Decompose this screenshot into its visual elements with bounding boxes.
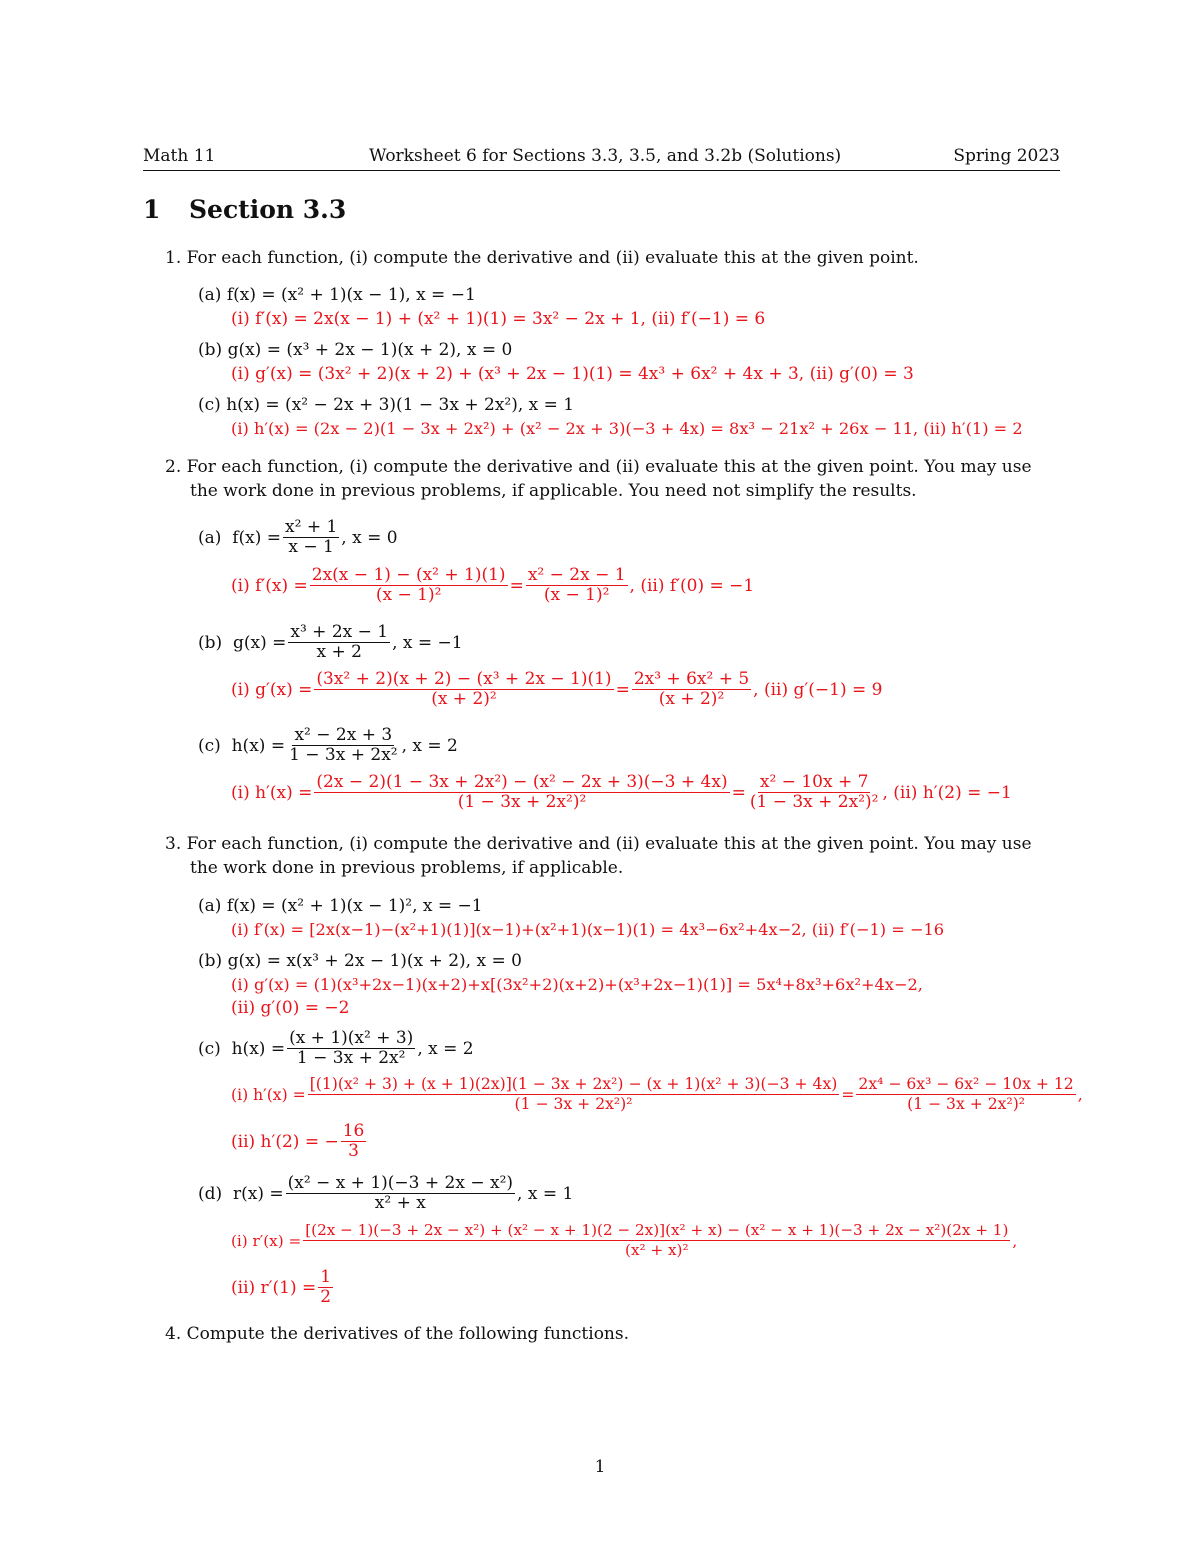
function-def: g(x) = (x³ + 2x − 1)(x + 2), x = 0 (227, 340, 513, 360)
equals: = (509, 575, 524, 596)
lhs: g(x) = (232, 632, 287, 653)
numerator: 2x³ + 6x² + 5 (633, 669, 750, 689)
problem-2c (198, 726, 458, 765)
evaluation: , (ii) h′(2) = −1 (882, 782, 1012, 803)
numerator: x² − 10x + 7 (759, 772, 869, 792)
fraction (308, 1075, 840, 1114)
function-def: f(x) = (x² + 1)(x − 1)², x = −1 (226, 896, 483, 916)
numerator: (3x² + 2)(x + 2) − (x³ + 2x − 1)(1) (316, 669, 612, 689)
given-point: , x = 2 (401, 735, 458, 756)
page-header (143, 146, 1060, 171)
denominator: (1 − 3x + 2x²)² (457, 792, 587, 812)
denominator: x² + x (374, 1193, 426, 1213)
equals: = (615, 679, 630, 700)
fraction (632, 670, 751, 709)
function-def: f(x) = (x² + 1)(x − 1), x = −1 (226, 285, 476, 305)
fraction (856, 1075, 1075, 1114)
part-label: (a) (198, 527, 222, 548)
fraction (287, 1029, 415, 1068)
problem-text: For each function, (i) compute the derivative and (ii) evaluate this at the given point. (186, 248, 919, 268)
solution-2a (231, 566, 754, 605)
equals: = (731, 782, 746, 803)
section-heading (143, 195, 346, 224)
part-label: (d) (198, 1183, 223, 1204)
solution-3d (231, 1221, 1017, 1260)
fraction (314, 773, 729, 812)
problem-3-prompt-line2: the work done in previous problems, if applicable. (190, 858, 624, 878)
part-label: (a) (198, 285, 222, 305)
problem-3d (198, 1174, 573, 1213)
problem-number: 2. (165, 457, 182, 477)
problem-number: 1. (165, 248, 182, 268)
lhs: f(x) = (232, 527, 282, 548)
denominator: 1 − 3x + 2x² (289, 745, 398, 765)
problem-2a (198, 518, 398, 557)
fraction (283, 518, 339, 557)
numerator: (x² − x + 1)(−3 + 2x − x²) (287, 1173, 514, 1193)
problem-text: For each function, (i) compute the derivative and (ii) evaluate this at the given point. You may use (186, 457, 1032, 477)
given-point: , x = 1 (517, 1183, 574, 1204)
solution-2b (231, 670, 882, 709)
section-title: Section 3.3 (189, 195, 347, 224)
problem-3c (198, 1029, 474, 1068)
lhs: r(x) = (232, 1183, 284, 1204)
solution-1c: (i) h′(x) = (2x − 2)(1 − 3x + 2x²) + (x² − 2x + 3)(−3 + 4x) = 8x³ − 21x² + 26x − 11, (ii) h′(1) = 2 (231, 419, 1023, 438)
solution-3c-eval (231, 1122, 368, 1161)
problem-2-prompt-line2: the work done in previous problems, if applicable. You need not simplify the results. (190, 481, 917, 501)
fraction (286, 1174, 515, 1213)
denominator: (1 − 3x + 2x²)² (749, 792, 879, 812)
lhs: h(x) = (231, 1038, 286, 1059)
problem-1a (198, 285, 476, 305)
numerator: 1 (320, 1267, 332, 1287)
given-point: , x = 2 (417, 1038, 474, 1059)
fraction (526, 566, 628, 605)
problem-text: For each function, (i) compute the derivative and (ii) evaluate this at the given point. You may use (186, 834, 1032, 854)
part-label: (b) (198, 951, 223, 971)
problem-2-prompt-line1 (165, 457, 1032, 477)
fraction (318, 1268, 333, 1307)
given-point: , x = −1 (392, 632, 463, 653)
fraction (748, 773, 881, 812)
numerator: (2x − 2)(1 − 3x + 2x²) − (x² − 2x + 3)(−3 + 4x) (316, 772, 728, 792)
fraction (303, 1221, 1010, 1260)
part-label: (a) (198, 896, 222, 916)
worksheet-title: Worksheet 6 for Sections 3.3, 3.5, and 3.2b (Solutions) (369, 146, 842, 166)
solution-3d-eval (231, 1268, 335, 1307)
part-label: (c) (198, 395, 221, 415)
problem-number: 3. (165, 834, 182, 854)
denominator: (1 − 3x + 2x²)² (514, 1095, 633, 1113)
denominator: (x + 2)² (658, 689, 725, 709)
lhs: (i) f′(x) = (231, 575, 308, 596)
lhs: (i) g′(x) = (231, 679, 313, 700)
solution-2c (231, 773, 1012, 812)
problem-2b (198, 623, 463, 662)
problem-3b (198, 951, 522, 971)
numerator: x² + 1 (285, 517, 338, 537)
solution-1b: (i) g′(x) = (3x² + 2)(x + 2) + (x³ + 2x − 1)(1) = 4x³ + 6x² + 4x + 3, (ii) g′(0) = 3 (231, 364, 914, 384)
numerator: (x + 1)(x² + 3) (289, 1028, 414, 1048)
fraction (287, 726, 400, 765)
evaluation: , (ii) g′(−1) = 9 (753, 679, 883, 700)
denominator: 1 − 3x + 2x² (296, 1048, 406, 1068)
denominator: (x + 2)² (431, 689, 497, 709)
denominator: x + 2 (316, 642, 362, 662)
part-label: (b) (198, 340, 223, 360)
section-number: 1 (143, 195, 161, 224)
function-def: g(x) = x(x³ + 2x − 1)(x + 2), x = 0 (227, 951, 522, 971)
lhs: (i) r′(x) = (231, 1231, 302, 1250)
numerator: 2x(x − 1) − (x² + 1)(1) (311, 565, 506, 585)
numerator: 2x⁴ − 6x³ − 6x² − 10x + 12 (858, 1075, 1074, 1093)
denominator: (x − 1)² (375, 585, 442, 605)
denominator: (x − 1)² (543, 585, 610, 605)
problem-3-prompt-line1 (165, 834, 1032, 854)
denominator: (1 − 3x + 2x²)² (907, 1095, 1026, 1113)
lhs: (ii) r′(1) = (231, 1277, 317, 1298)
problem-number: 4. (165, 1324, 182, 1344)
fraction (310, 566, 508, 605)
numerator: x³ + 2x − 1 (290, 622, 389, 642)
given-point: , x = 0 (341, 527, 398, 548)
problem-text: Compute the derivatives of the following functions. (186, 1324, 630, 1344)
lhs: h(x) = (231, 735, 286, 756)
fraction (288, 623, 390, 662)
numerator: 16 (342, 1121, 365, 1141)
denominator: 3 (348, 1141, 359, 1161)
problem-1-prompt (165, 248, 919, 268)
problem-3a (198, 896, 483, 916)
denominator: x − 1 (288, 537, 334, 557)
denominator: (x² + x)² (625, 1241, 689, 1259)
solution-1a: (i) f′(x) = 2x(x − 1) + (x² + 1)(1) = 3x² − 2x + 1, (ii) f′(−1) = 6 (231, 309, 766, 329)
evaluation: , (ii) f′(0) = −1 (629, 575, 755, 596)
numerator: x² − 2x + 3 (294, 725, 393, 745)
solution-3a: (i) f′(x) = [2x(x−1)−(x²+1)(1)](x−1)+(x²+1)(x−1)(1) = 4x³−6x²+4x−2, (ii) f′(−1) = −16 (231, 920, 945, 939)
denominator: 2 (320, 1287, 332, 1307)
trailing-comma: , (1012, 1231, 1018, 1250)
problem-1c (198, 395, 574, 415)
part-label: (b) (198, 632, 223, 653)
problem-4-prompt (165, 1324, 629, 1344)
equals: = (841, 1085, 855, 1104)
lhs: (ii) h′(2) = − (231, 1131, 339, 1152)
solution-3b-line1: (i) g′(x) = (1)(x³+2x−1)(x+2)+x[(3x²+2)(x+2)+(x³+2x−1)(1)] = 5x⁴+8x³+6x²+4x−2, (231, 975, 923, 994)
solution-3b-line2: (ii) g′(0) = −2 (231, 998, 350, 1018)
page-number: 1 (594, 1457, 606, 1477)
fraction (341, 1122, 367, 1161)
term: Spring 2023 (953, 146, 1060, 166)
trailing-comma: , (1077, 1085, 1083, 1104)
problem-1b (198, 340, 512, 360)
numerator: [(1)(x² + 3) + (x + 1)(2x)](1 − 3x + 2x²) − (x + 1)(x² + 3)(−3 + 4x) (309, 1075, 838, 1093)
course-name: Math 11 (143, 146, 216, 166)
function-def: h(x) = (x² − 2x + 3)(1 − 3x + 2x²), x = 1 (226, 395, 575, 415)
part-label: (c) (198, 1038, 221, 1059)
lhs: (i) h′(x) = (231, 1085, 306, 1104)
fraction (314, 670, 613, 709)
lhs: (i) h′(x) = (231, 782, 313, 803)
part-label: (c) (198, 735, 221, 756)
numerator: [(2x − 1)(−3 + 2x − x²) + (x² − x + 1)(2 − 2x)](x² + x) − (x² − x + 1)(−3 + 2x − x²)(2x + 1) (305, 1221, 1009, 1239)
numerator: x² − 2x − 1 (527, 565, 626, 585)
solution-3c (231, 1075, 1083, 1114)
